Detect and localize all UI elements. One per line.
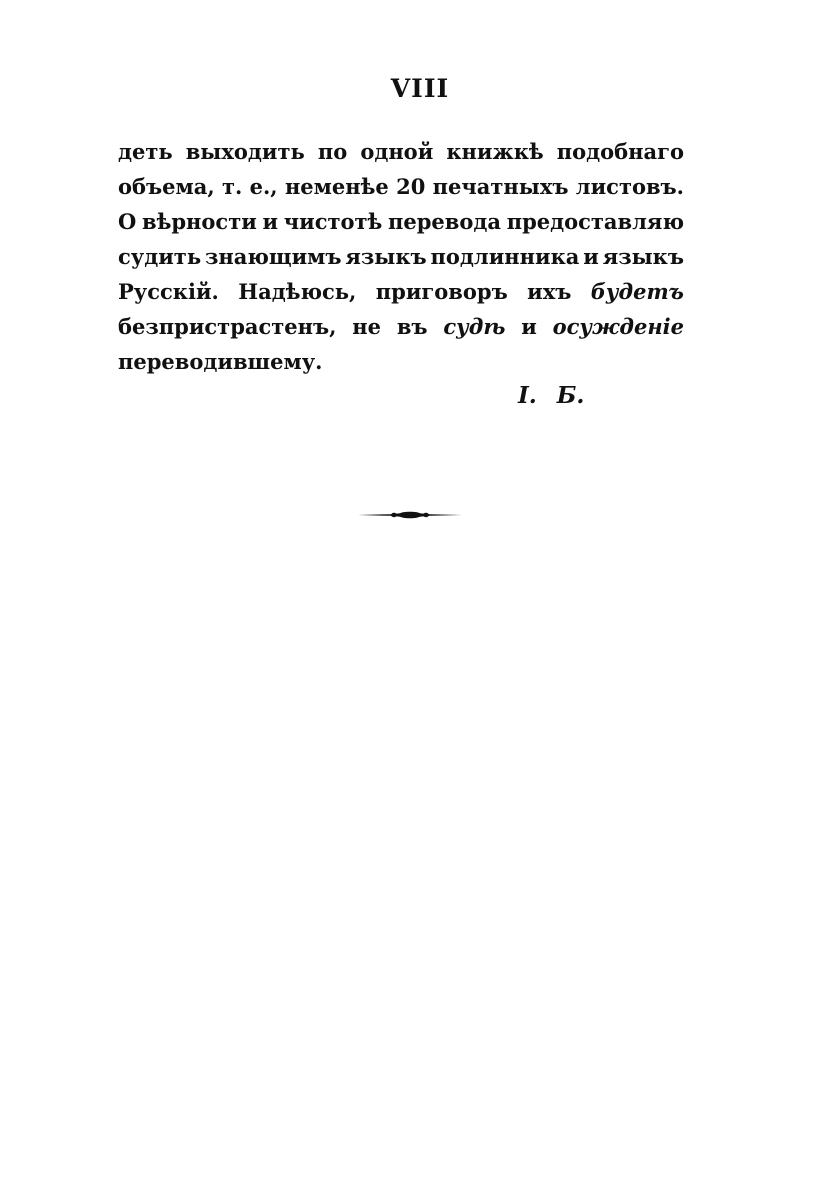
- word: и: [583, 244, 599, 269]
- word: ихъ: [527, 279, 572, 304]
- word: предоставляю: [506, 209, 684, 234]
- text-line-6: [118, 309, 684, 344]
- word: судить: [118, 244, 202, 269]
- text-line-1: [118, 134, 684, 169]
- text-line-3: [118, 204, 684, 239]
- decorative-rule-icon: [356, 507, 464, 523]
- word: знающимъ: [204, 244, 342, 269]
- word-italic: судѣ: [443, 314, 506, 339]
- word: вѣрности: [142, 209, 257, 234]
- word: и: [521, 314, 537, 339]
- word: О: [118, 209, 137, 234]
- word: въ: [396, 314, 428, 339]
- word: и: [262, 209, 279, 234]
- word: объема,: [118, 174, 215, 199]
- word: неменѣе: [284, 174, 389, 199]
- word: по: [317, 139, 348, 164]
- word: безпристрастенъ,: [118, 314, 337, 339]
- word: переводившему.: [118, 349, 323, 374]
- word: перевода: [388, 209, 501, 234]
- word: Надѣюсь,: [238, 279, 357, 304]
- word: деть: [118, 139, 173, 164]
- word: подлинника: [430, 244, 580, 269]
- text-line-4: [118, 239, 684, 274]
- text-line-5: [118, 274, 684, 309]
- word: подобнаго: [556, 139, 684, 164]
- word: т. е.,: [221, 174, 278, 199]
- word: книжкѣ: [446, 139, 544, 164]
- word: приговоръ: [375, 279, 508, 304]
- word: языкъ: [602, 244, 684, 269]
- word-italic: будетъ: [590, 279, 684, 304]
- word-italic: осужденіе: [552, 314, 684, 339]
- text-line-7: [118, 344, 684, 379]
- word: печатныхъ: [432, 174, 569, 199]
- word: не: [352, 314, 382, 339]
- page-number: VIII: [390, 74, 450, 103]
- signature-initials: I. Б.: [518, 382, 585, 409]
- word: чистотѣ: [283, 209, 383, 234]
- text-line-2: [118, 169, 684, 204]
- word: Русскій.: [118, 279, 219, 304]
- word: выходить: [185, 139, 305, 164]
- body-paragraph: [118, 134, 684, 379]
- word: листовъ.: [575, 174, 684, 199]
- word: 20: [396, 174, 426, 199]
- word: языкъ: [345, 244, 427, 269]
- word: одной: [360, 139, 434, 164]
